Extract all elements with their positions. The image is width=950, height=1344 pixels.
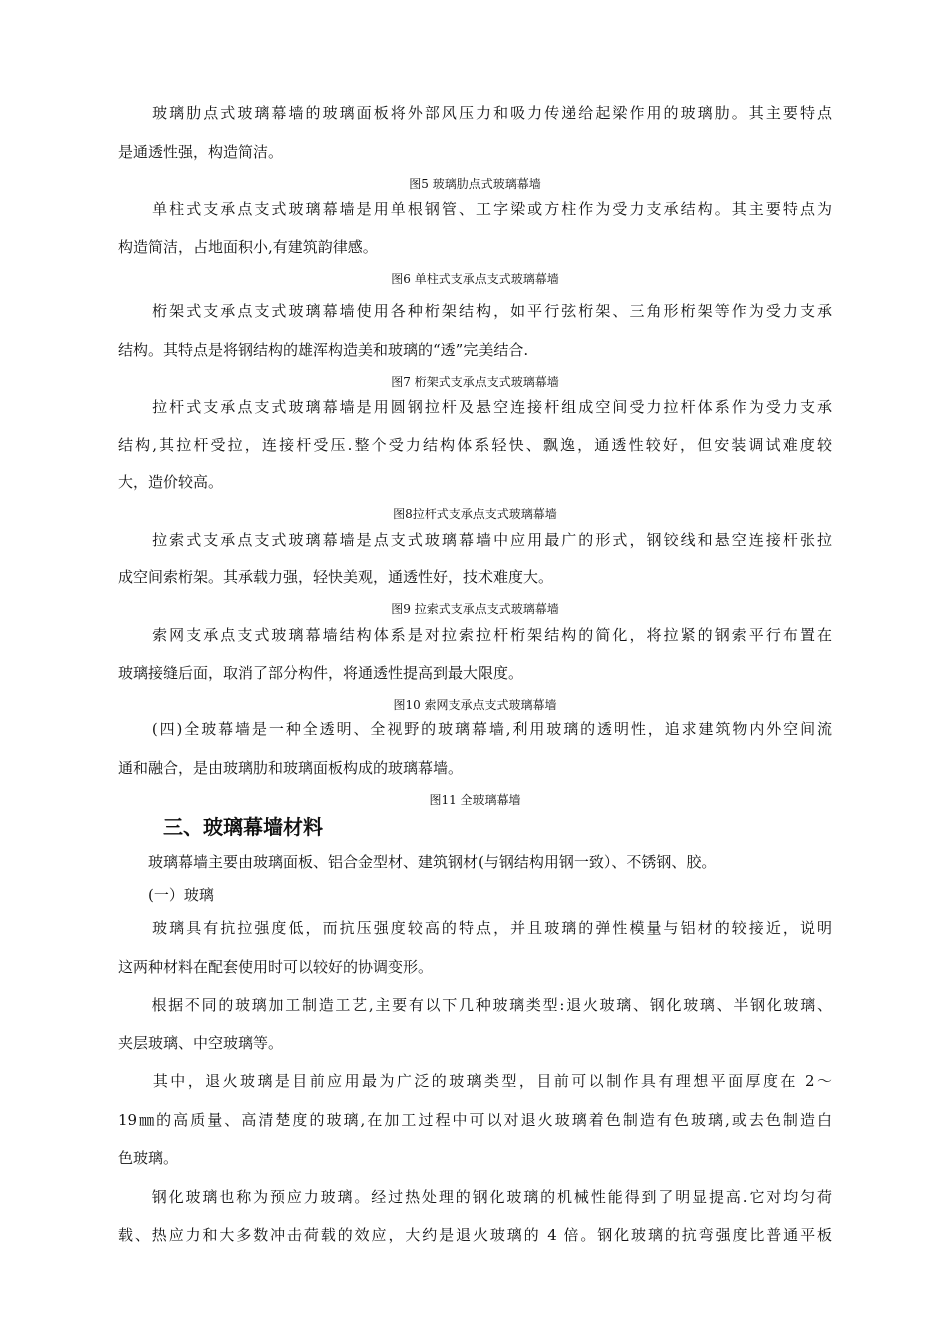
subheading-glass: (一）玻璃: [118, 886, 214, 904]
figure-caption-11: 图11 全玻璃幕墙: [429, 793, 521, 807]
paragraph-glass-properties-line-1: 玻璃具有抗拉强度低，而抗压强度较高的特点，并且玻璃的弹性模量与铝材的较接近，说明: [118, 919, 832, 937]
paragraph-tie-rod-line-1: 拉杆式支承点支式玻璃幕墙是用圆钢拉杆及悬空连接杆组成空间受力拉杆体系作为受力支承: [118, 398, 832, 416]
paragraph-tie-rod-line-3: 大，造价较高。: [118, 473, 224, 491]
paragraph-cable-net-line-2: 玻璃接缝后面，取消了部分构件，将通透性提高到最大限度。: [118, 664, 524, 682]
figure-caption-6: 图6 单柱式支承点支式玻璃幕墙: [391, 272, 559, 286]
paragraph-glass-types-line-2: 夹层玻璃、中空玻璃等。: [118, 1034, 284, 1052]
paragraph-tempered-line-2: 载、热应力和大多数冲击荷载的效应，大约是退火玻璃的 4 倍。钢化玻璃的抗弯强度比普通平板: [118, 1226, 832, 1244]
paragraph-full-glass-line-1: (四)全玻幕墙是一种全透明、全视野的玻璃幕墙,利用玻璃的透明性，追求建筑物内外空间流: [118, 720, 832, 738]
figure-caption-8: 图8拉杆式支承点支式玻璃幕墙: [393, 507, 557, 521]
paragraph-truss-line-2: 结构。其特点是将钢结构的雄浑构造美和玻璃的“透”完美结合.: [118, 341, 529, 359]
paragraph-single-column-line-1: 单柱式支承点支式玻璃幕墙是用单根钢管、工字梁或方柱作为受力支承结构。其主要特点为: [118, 200, 832, 218]
paragraph-annealed-line-3: 色玻璃。: [118, 1149, 179, 1167]
paragraph-glass-rib-line-2: 是通透性强，构造简洁。: [118, 143, 284, 161]
figure-caption-7: 图7 桁架式支承点支式玻璃幕墙: [391, 375, 559, 389]
paragraph-full-glass-line-2: 通和融合，是由玻璃肋和玻璃面板构成的玻璃幕墙。: [118, 759, 464, 777]
section-heading-materials: 三、玻璃幕墙材料: [163, 815, 323, 839]
paragraph-glass-properties-line-2: 这两种材料在配套使用时可以较好的协调变形。: [118, 958, 434, 976]
paragraph-tie-rod-line-2: 结构,其拉杆受拉，连接杆受压.整个受力结构体系轻快、飘逸，通透性较好，但安装调试难度较: [118, 436, 832, 454]
paragraph-tempered-line-1: 钢化玻璃也称为预应力玻璃。经过热处理的钢化玻璃的机械性能得到了明显提高.它对均匀荷: [118, 1188, 832, 1206]
paragraph-materials-intro: 玻璃幕墙主要由玻璃面板、铝合金型材、建筑钢材(与钢结构用钢一致）、不锈钢、胶。: [118, 853, 717, 871]
paragraph-annealed-line-2: 19㎜的高质量、高清楚度的玻璃,在加工过程中可以对退火玻璃着色制造有色玻璃,或去色制造白: [118, 1111, 832, 1129]
figure-caption-9: 图9 拉索式支承点支式玻璃幕墙: [391, 602, 559, 616]
paragraph-single-column-line-2: 构造简洁，占地面积小,有建筑韵律感。: [118, 238, 378, 256]
paragraph-truss-line-1: 桁架式支承点支式玻璃幕墙使用各种桁架结构，如平行弦桁架、三角形桁架等作为受力支承: [118, 302, 832, 320]
figure-caption-5: 图5 玻璃肋点式玻璃幕墙: [409, 177, 541, 191]
paragraph-glass-types-line-1: 根据不同的玻璃加工制造工艺,主要有以下几种玻璃类型:退火玻璃、钢化玻璃、半钢化玻璃、: [118, 996, 832, 1014]
paragraph-annealed-line-1: 其中，退火玻璃是目前应用最为广泛的玻璃类型，目前可以制作具有理想平面厚度在 2～: [118, 1072, 832, 1090]
figure-caption-10: 图10 索网支承点支式玻璃幕墙: [393, 698, 557, 712]
paragraph-cable-net-line-1: 索网支承点支式玻璃幕墙结构体系是对拉索拉杆桁架结构的简化，将拉紧的钢索平行布置在: [118, 626, 832, 644]
paragraph-cable-line-2: 成空间索桁架。其承载力强，轻快美观，通透性好，技术难度大。: [118, 568, 554, 586]
paragraph-cable-line-1: 拉索式支承点支式玻璃幕墙是点支式玻璃幕墙中应用最广的形式，钢铰线和悬空连接杆张拉: [118, 531, 832, 549]
paragraph-glass-rib-line-1: 玻璃肋点式玻璃幕墙的玻璃面板将外部风压力和吸力传递给起梁作用的玻璃肋。其主要特点: [118, 104, 832, 122]
